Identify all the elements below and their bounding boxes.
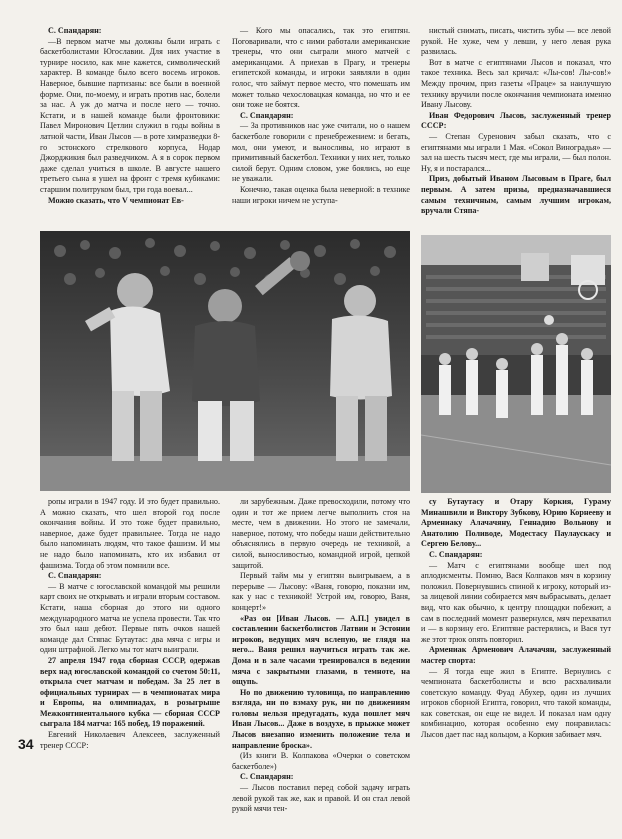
speaker-name: С. Спандарян:: [240, 110, 294, 120]
bold-paragraph: «Раз он [Иван Лысов. — А.П.] увидел в составлении баскетболистов Латвии и Эстонии игроков, ведущих мяч вслепую, не глядя на него... Ваня решил научиться играть так же. Дома и в зале часами тренировался в ведении мяча с закрытыми глазами, в темноте, на ощупь.: [232, 613, 410, 687]
paragraph: ли зарубежным. Даже превосходили, потому что один и тот же прием легче выполнить стоя на месте, чем в движении. Но этого не замечали, наверное, потому, что победы наши действительно объяснялись в первую очередь не техникой, а силой, выносливостью, командной игрой, цепкой защитой.: [232, 497, 410, 570]
speaker-name: С. Спандарян:: [48, 26, 102, 35]
bold-paragraph: 27 апреля 1947 года сборная СССР, одержав верх над югославской командой со счетом 50:11, открыла счет матчам и победам. За 25 лет в официальных турнирах — в чемпионатах мира и Европы, на олимпиадах, в розыгрыше Межконтинентального кубка — сборная СССР сыграла 184 матча: 165 побед, 19 поражений.: [40, 655, 220, 729]
paragraph: Вот в матче с египтянами Лысов и показал, что такое техника. Весь зал кричал: «Лы-сов! Лы-сов!» Между прочим, приз газеты «Праце» за наилучшую технику вручили после окончания чемпионата именно Ивану Лысову.: [421, 57, 611, 110]
bold-paragraph: су Бутаутасу и Отару Коркия, Гураму Минашвили и Виктору Зубкову, Юрию Корнееву и Армениаку Алачачяну, Геннадию Вольнову и Анатолию Поливоде, Модестасу Паулаускасу и Сергею Белову...: [421, 497, 611, 549]
paragraph: ропы играли в 1947 году. И это будет правильно. А можно сказать, что шел второй год после окончания войны. И это тоже будет правильно, наверное, даже будет правильнее. Тогда не надо было напоминать людям, что такое фашизм. И мы не надо было напоминать, кто их избавил от фашизма. Тогда об этом помнили все.: [40, 497, 220, 570]
bottom-column-3: [421, 497, 611, 827]
bottom-column-2: [232, 497, 410, 827]
paragraph: — За противников нас уже считали, но о нашем баскетболе говорили с пренебрежением: и бегать, мол, они умеют, и выносливы, но играют в примитивный баскетбол. Техники у них нет, только силой берут. Одним словом, уже боялись, но еще не уважали.: [232, 121, 410, 184]
paragraph: — Кого мы опасались, так это египтян. Поговаривали, что с ними работали американские тренеры, что они сыграли много матчей с американцами. А приехав в Прагу, и тренеры египетской команды, и игроки заявляли в один голос, что займут первое место, что помешать им может только чехословацкая команда, но что и ее они тоже не боятся.: [232, 26, 410, 110]
paragraph: (Из книги В. Колпакова «Очерки о советском баскетболе»): [232, 751, 410, 771]
top-column-2: [232, 26, 410, 239]
bold-paragraph: Приз, добытый Иваном Лысовым в Праге, был первым. А затем призы, предназначавшиеся самым техничным, самым лучшим игрокам, вручали Стяпа-: [421, 174, 611, 216]
paragraph: Конечно, такая оценка была неверной: в технике наши игроки ничем не уступа-: [232, 184, 410, 205]
arena-game-photo: [421, 235, 611, 493]
speaker-name: С. Спандарян:: [429, 549, 483, 559]
top-column-3: [421, 26, 611, 239]
bold-paragraph: Армениак Арменович Алачачян, заслуженный мастер спорта:: [421, 645, 611, 665]
paragraph: Первый тайм мы у египтян выигрываем, а в перерыве — Лысову: «Ваня, говорю, показни им, как у нас с техникой! Устрой им, говорю, Ваня, концерт!»: [232, 571, 410, 612]
bold-paragraph: Иван Федорович Лысов, заслуженный тренер СССР:: [421, 110, 611, 131]
paragraph: — Я тогда еще жил в Египте. Вернулись с чемпионата баскетболисты и всю расхваливали советскую команду. Фуад Абухер, один из лучших игроков сборной Египта, говорил, что такой команды, как советская, он еще не видел. И показал нам одну комбинацию, которая особенно ему понравилась: Лысов дает пас над кольцом, а Коркия забивает мяч.: [421, 666, 611, 740]
speaker-name: С. Спандарян:: [48, 571, 102, 581]
bold-paragraph: Можно сказать, что V чемпионат Ев-: [48, 195, 184, 205]
top-column-1: [40, 26, 220, 227]
paragraph: — Матч с египтянами вообще шел под аплодисменты. Помню, Вася Колпаков мяч в корзину положил. Повернувшись спиной к игроку, который из-за лицевой линии собирается мяч выбрасывать, делает вид, что как обычно, к центру площадки побежит, а сам в последний момент развернулся, мяч перехватил и — в корзину его. Египтяне растерялись, и Вася тут же этот трюк опять повторил.: [421, 560, 611, 644]
paragraph: Евгений Николаевич Алексеев, заслуженный тренер СССР:: [40, 730, 220, 750]
paragraph: — Лысов поставил перед собой задачу играть левой рукой так же, как и правой. И он стал левой рукой мячи тен-: [232, 783, 410, 814]
paragraph: — Степан Суренович забыл сказать, что с египтянами мы играли 1 Мая. «Сокол Виноградья» — зал на шесть тысяч мест, где мы играли, — был полон. Ну, я и постарался...: [421, 131, 611, 173]
photo-arena-illustration: [421, 235, 611, 493]
page-number: 34: [18, 736, 34, 752]
paragraph: — В матче с югославской командой мы решили карт своих не открывать и играли вторым составом. Кстати, наша сборная до этого ни одного международного матча не успела провести. Так что это был наш дебют. Первые пять очков нашей команде дал Стяпас Бутаутас: два мяча с игры и один штрафной. Легко мы тот матч выиграли.: [40, 581, 220, 655]
basketball-game-photo: [40, 231, 410, 491]
photo-players-illustration: [40, 231, 410, 491]
paragraph: —В первом матче мы должны были играть с баскетболистами Югославии. Для них участие в турнире носило, как мне кажется, символический характер. В команде было всего восемь игроков. Наверное, бывшие партизаны: все были в военной форме. Они, по-моему, и играть против нас, болели за нас. А уж до матча и после него — точно. Кстати, и в нашей команде были фронтовики: Павел Миронович Цетлин служил в годы войны в латной части, Иван Лысов — в роте химразведки 8-го эстонского стрелкового корпуса, Нодар Джорджикия был разведчиком. А я в сорок первом даже сделал учиться в школе. В августе нашего третьего сына я ушел на фронт с тремя кубиками: старшим политруком был, три года воевал...: [40, 36, 220, 194]
paragraph: нистый снимать, писать, чистить зубы — все левой рукой. Не хуже, чем у левши, у него левая рука развилась.: [421, 26, 611, 57]
speaker-name: С. Спандарян:: [240, 772, 294, 782]
bottom-column-1: [40, 497, 220, 827]
bold-paragraph: Но по движению туловища, по направлению взгляда, ни по взмаху рук, ни по движениям головы нельзя предугадать, куда пошлет мяч Иван Лысов... Даже в воздухе, в прыжке может Лысов внезапно изменить положение тела и направление броска».: [232, 687, 410, 750]
